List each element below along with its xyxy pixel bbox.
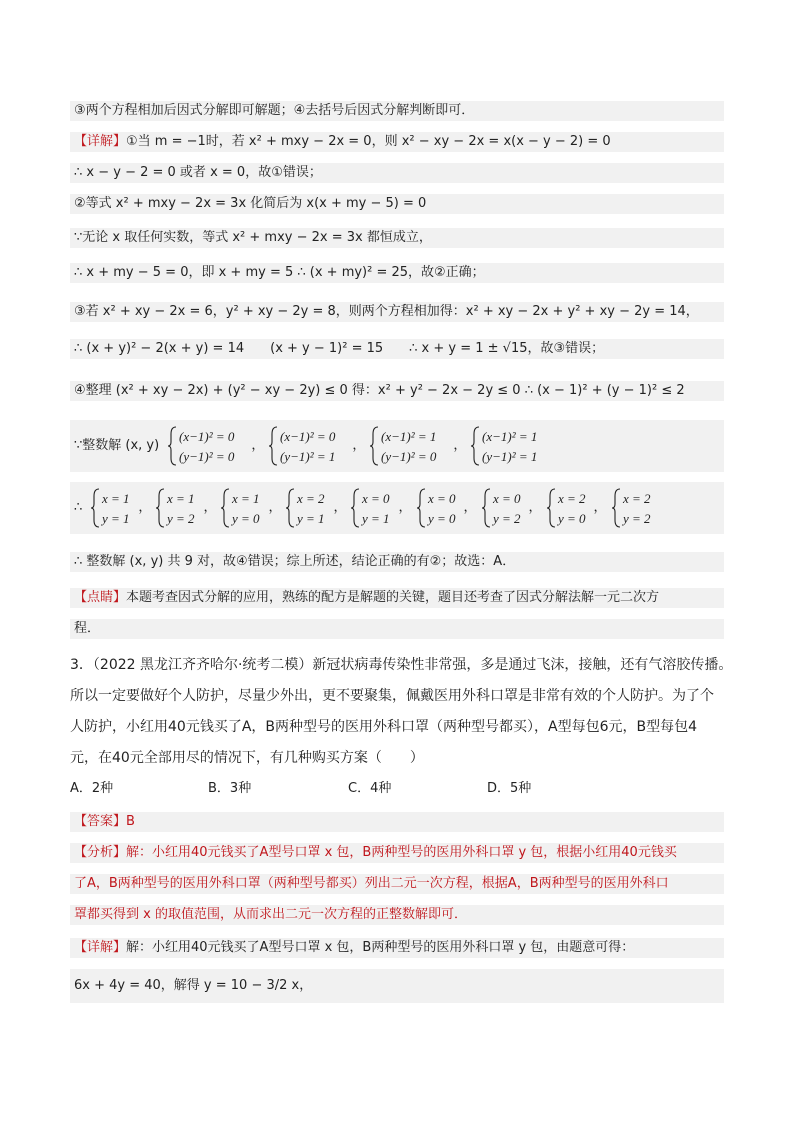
solution-line-5: [70, 228, 724, 248]
question-text: 人防护，小红用40元钱买了A，B两种型号的医用外科口罩（两种型号都买），A型每包6元，B型每包4: [70, 719, 697, 735]
detail-line-1: [70, 938, 724, 958]
brace-mark: [91, 489, 99, 527]
answer-value: B: [126, 814, 135, 829]
analysis-tag: 【分析】: [74, 845, 127, 860]
system-top-equation: x = 1: [102, 490, 130, 506]
system-bottom-equation: (y−1)² = 1: [482, 448, 538, 464]
separator-comma: ，: [398, 500, 412, 515]
detail-text: 解：小红用40元钱买了A型号口罩 x 包，B两种型号的医用外科口罩 y 包，由题意可得：: [126, 940, 635, 955]
separator-comma: ，: [453, 438, 467, 453]
system-top-equation: x = 2: [557, 490, 586, 506]
answer-line: [70, 812, 724, 832]
solution-text: ④整理 (x² + xy − 2x) + (y² − xy − 2y) ≤ 0 得：x² + y² − 2x − 2y ≤ 0 ∴ (x − 1)² + (y − 1)² ≤ 2: [74, 383, 685, 398]
analysis-text: 罩都买得到 x 的取值范围，从而求出二元一次方程的正整数解即可．: [74, 907, 467, 922]
system-top-equation: (x−1)² = 1: [381, 428, 437, 444]
question-text: 元，在40元全部用尽的情况下，有几种购买方案（ ）: [70, 750, 424, 766]
solution-line-2: [70, 132, 724, 152]
option-d-label: D．5种: [487, 781, 532, 796]
system-top-equation: x = 0: [492, 490, 521, 506]
squared-system-2: [268, 424, 348, 468]
solution-pair-1: [90, 486, 134, 530]
separator-comma: ，: [138, 500, 152, 515]
separator-comma: ，: [268, 500, 282, 515]
option-a-label: A．2种: [70, 781, 114, 796]
system-bottom-equation: (y−1)² = 0: [381, 448, 437, 464]
system-top-equation: x = 2: [297, 490, 326, 506]
system-bottom-equation: (y−1)² = 1: [280, 448, 336, 464]
brace-mark: [370, 427, 378, 465]
option-d[interactable]: [487, 779, 531, 799]
analysis-line-2: [70, 874, 724, 894]
integer-solution-pairs: [86, 490, 658, 526]
separator-comma: ，: [528, 500, 542, 515]
analysis-text: 了A，B两种型号的医用外科口罩（两种型号都买）列出二元一次方程，根据A，B两种型号的医用外科口: [74, 876, 669, 891]
solution-text: ∴ x + my − 5 = 0，即 x + my = 5 ∴ (x + my)² = 25，故②正确；: [74, 265, 485, 280]
separator-comma: ，: [352, 438, 366, 453]
question-line-1: [70, 655, 732, 675]
question-line-2: [70, 686, 714, 706]
solution-pair-9: [611, 486, 655, 530]
system-bottom-equation: y = 0: [427, 510, 456, 526]
system-bottom-equation: y = 2: [167, 510, 195, 526]
solution-line-1: [70, 101, 724, 121]
brace-mark: [221, 489, 229, 527]
solution-text: ∵无论 x 取任何实数，等式 x² + mxy − 2x = 3x 都恒成立，: [74, 230, 432, 245]
system-top-equation: x = 0: [427, 490, 456, 506]
separator-comma: ，: [251, 438, 265, 453]
detail-line-2: [70, 969, 724, 1003]
solution-pair-5: [350, 486, 394, 530]
option-b[interactable]: [208, 779, 251, 799]
system-bottom-equation: y = 0: [557, 510, 586, 526]
solution-line-9: [70, 381, 724, 401]
system-bottom-equation: y = 1: [102, 510, 130, 526]
solution-text: ①当 m = −1时，若 x² + mxy − 2x = 0，则 x² − xy − 2x = x(x − y − 2) = 0: [126, 134, 611, 149]
brace-mark: [417, 489, 425, 527]
question-line-3: [70, 717, 697, 737]
solution-line-4: [70, 194, 724, 214]
brace-mark: [547, 489, 555, 527]
option-a[interactable]: [70, 779, 113, 799]
detail-equation: 6x + 4y = 40，解得 y = 10 − 3/2 x，: [74, 978, 313, 993]
brace-mark: [612, 489, 620, 527]
analysis-line-1: [70, 843, 724, 863]
brace-mark: [351, 489, 359, 527]
separator-comma: ，: [333, 500, 347, 515]
brace-mark: [471, 427, 479, 465]
system-bottom-equation: y = 0: [232, 510, 260, 526]
solution-pair-4: [285, 486, 329, 530]
detail-tag: 【详解】: [74, 134, 127, 149]
solution-pair-3: [220, 486, 264, 530]
brace-mark: [269, 427, 277, 465]
brace-mark: [286, 489, 294, 527]
solution-line-7: [70, 302, 724, 322]
answer-tag: 【答案】: [74, 814, 127, 829]
option-c[interactable]: [348, 779, 391, 799]
squared-system-4: [470, 424, 550, 468]
solution-line-6: [70, 263, 724, 283]
solution-pair-7: [481, 486, 525, 530]
system-top-equation: x = 2: [622, 490, 651, 506]
solution-text: ∴ x − y − 2 = 0 或者 x = 0，故①错误；: [74, 165, 322, 180]
solution-line-12: [70, 552, 724, 572]
equation-systems-squared: [163, 428, 554, 464]
solution-text: ∴ 整数解 (x, y) 共 9 对，故④错误；综上所述，结论正确的有②；故选：A．: [74, 554, 516, 569]
option-c-label: C．4种: [348, 781, 392, 796]
point-text: 本题考查因式分解的应用，熟练的配方是解题的关键，题目还考查了因式分解法解一元二次方: [126, 590, 660, 605]
question-text: 3．（2022 黑龙江齐齐哈尔·统考二模）新冠状病毒传染性非常强，多是通过飞沫，接触，还有气溶胶传播。: [70, 657, 733, 673]
solution-text: ③若 x² + xy − 2x = 6，y² + xy − 2y = 8，则两个方程相加得：x² + xy − 2x + y² + xy − 2y = 14，: [74, 304, 699, 319]
solution-pair-6: [416, 486, 460, 530]
option-b-label: B．3种: [208, 781, 252, 796]
point-text: 程．: [74, 621, 101, 636]
brace-mark: [156, 489, 164, 527]
solution-text: ②等式 x² + mxy − 2x = 3x 化简后为 x(x + my − 5) = 0: [74, 196, 427, 211]
system-bottom-equation: y = 1: [362, 510, 391, 526]
brace-mark: [482, 489, 490, 527]
system-bottom-equation: (y−1)² = 0: [179, 448, 235, 464]
analysis-text: 解：小红用40元钱买了A型号口罩 x 包，B两种型号的医用外科口罩 y 包，根据小红用40元钱买: [126, 845, 677, 860]
system-bottom-equation: y = 1: [297, 510, 326, 526]
solution-line-8: [70, 339, 724, 359]
system-top-equation: x = 1: [167, 490, 195, 506]
point-line-1: [70, 588, 724, 608]
system-top-equation: (x−1)² = 0: [179, 428, 235, 444]
solution-text: ③两个方程相加后因式分解即可解题；④去括号后因式分解判断即可．: [74, 103, 475, 118]
solution-pair-2: [155, 486, 199, 530]
system-top-equation: (x−1)² = 1: [482, 428, 538, 444]
separator-comma: ，: [203, 500, 217, 515]
system-bottom-equation: y = 2: [622, 510, 651, 526]
separator-comma: ，: [593, 500, 607, 515]
system-top-equation: x = 1: [232, 490, 260, 506]
solution-line-10: [70, 420, 724, 472]
system-top-equation: x = 0: [362, 490, 391, 506]
question-text: 所以一定要做好个人防护，尽量少外出，更不要聚集，佩戴医用外科口罩是非常有效的个人防护。为了个: [70, 688, 714, 704]
integer-solution-lead: ∵整数解 (x, y): [74, 438, 160, 453]
separator-comma: ，: [463, 500, 477, 515]
system-top-equation: (x−1)² = 0: [280, 428, 336, 444]
therefore-lead: ∴: [74, 500, 83, 515]
squared-system-3: [369, 424, 449, 468]
system-bottom-equation: y = 2: [492, 510, 521, 526]
brace-mark: [168, 427, 176, 465]
point-tag: 【点睛】: [74, 590, 127, 605]
point-line-2: [70, 619, 724, 639]
solution-line-3: [70, 163, 724, 183]
squared-system-1: [167, 424, 247, 468]
question-line-4: [70, 748, 424, 768]
analysis-line-3: [70, 905, 724, 925]
detail-tag: 【详解】: [74, 940, 127, 955]
solution-pair-8: [546, 486, 590, 530]
solution-line-11: [70, 482, 724, 534]
solution-text: ∴ (x + y)² − 2(x + y) = 14 (x + y − 1)² = 15 ∴ x + y = 1 ± √15，故③错误；: [74, 341, 605, 356]
